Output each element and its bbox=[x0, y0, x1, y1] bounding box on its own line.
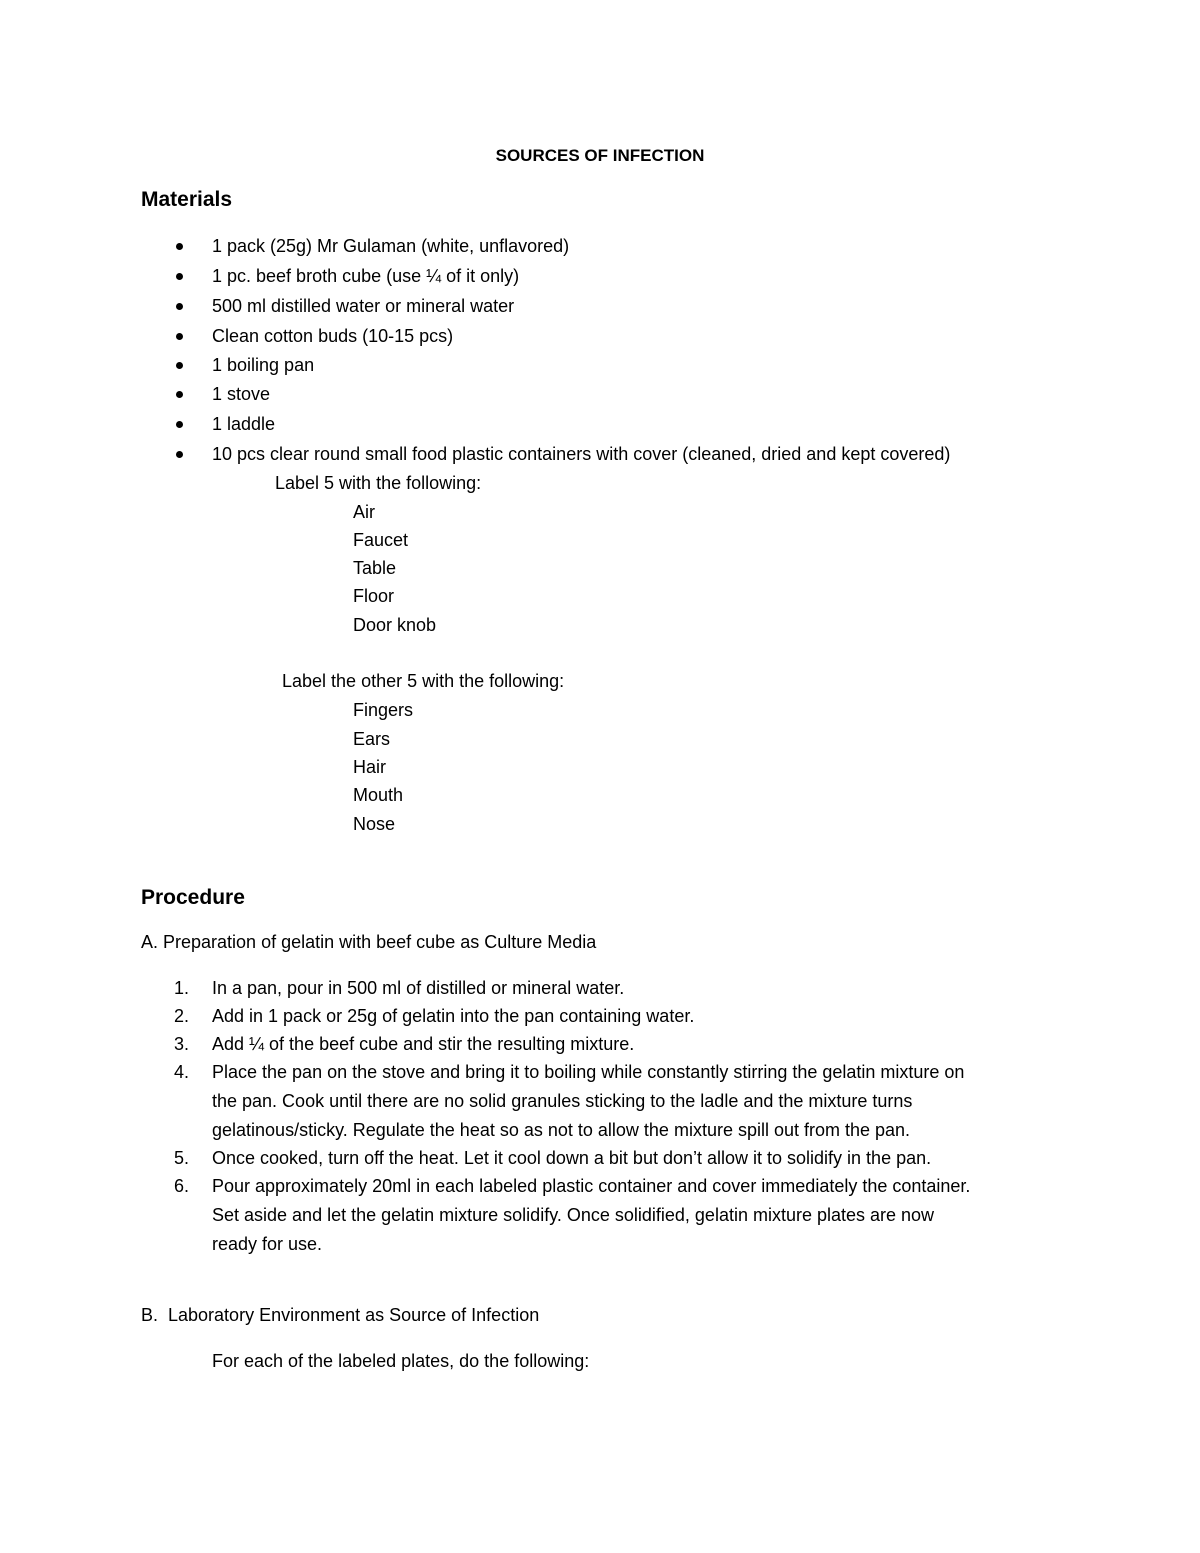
step-number: 4. bbox=[174, 1062, 190, 1082]
document-page: SOURCES OF INFECTION Materials 1 pack (25g) Mr Gulaman (white, unflavored) 1 pc. beef broth cube (use ¼ of it only) 500 ml distilled water or mineral water Clean cotton buds (10-15 pcs) 1 boiling pan 1 stove 1 laddle 10 pcs clear round small food plastic containers with cover (cleaned, dried and kept covered) Label 5 with the following: Air Faucet Table Floor Door knob Label the other 5 with the following: Fingers Ears Hair Mouth Nose Procedure A. Preparation of gelatin with beef cube as Culture Media 1. In a pan, pour in 500 ml of distilled or mineral water. 2. Add in 1 pack or 25g of gelatin into the pan containing water. 3. Add ¼ of the beef cube and stir the resulting mixture. 4. Place the pan on the stove and bring it to boiling while constantly stirring the gelatin mixture on the pan. Cook until there are no solid granules sticking to the ladle and the mixture turns gelatinous/sticky. Regulate the heat so as not to allow the mixture spill out from the pan. 5. Once cooked, turn off the heat. Let it cool down a bit but don’t allow it to solidify in the pan. 6. Pour approximately 20ml in each labeled plastic container and cover immediately the container. Set aside and let the gelatin mixture solidify. Once solidified, gelatin mixture plates are now ready for use. B. Laboratory Environment as Source of Infection For each of the labeled plates, do the following: bbox=[0, 0, 1200, 1553]
bullet-icon bbox=[176, 303, 183, 310]
bullet-icon bbox=[176, 451, 183, 458]
bullet-icon bbox=[176, 362, 183, 369]
bullet-icon bbox=[176, 391, 183, 398]
list-item: Floor bbox=[353, 586, 395, 606]
list-item: Fingers bbox=[353, 700, 414, 720]
label-group-1-intro: Label 5 with the following: bbox=[275, 473, 482, 493]
list-item: Hair bbox=[353, 757, 387, 777]
bullet-icon bbox=[176, 243, 183, 250]
list-item: Faucet bbox=[353, 530, 409, 550]
list-item: Table bbox=[353, 558, 397, 578]
section-b-intro: For each of the labeled plates, do the following: bbox=[212, 1351, 590, 1371]
list-item: Air bbox=[353, 502, 375, 522]
step-number: 2. bbox=[174, 1006, 190, 1026]
list-item: Mouth bbox=[353, 785, 404, 805]
step-number: 6. bbox=[174, 1176, 190, 1196]
procedure-heading: Procedure bbox=[141, 886, 245, 909]
list-item: Nose bbox=[353, 814, 396, 834]
step-number: 3. bbox=[174, 1034, 190, 1054]
document-title: SOURCES OF INFECTION bbox=[495, 146, 705, 165]
section-a-title: A. Preparation of gelatin with beef cube as Culture Media bbox=[141, 932, 597, 952]
step-number: 5. bbox=[174, 1148, 190, 1168]
bullet-icon bbox=[176, 333, 183, 340]
materials-heading: Materials bbox=[141, 188, 233, 211]
step-number: 1. bbox=[174, 978, 190, 998]
bullet-icon bbox=[176, 273, 183, 280]
label-group-2-intro: Label the other 5 with the following: bbox=[282, 671, 565, 691]
list-item: Ears bbox=[353, 729, 391, 749]
section-b-title: B. Laboratory Environment as Source of Infection bbox=[141, 1305, 540, 1325]
list-item: Door knob bbox=[353, 615, 437, 635]
bullet-icon bbox=[176, 421, 183, 428]
